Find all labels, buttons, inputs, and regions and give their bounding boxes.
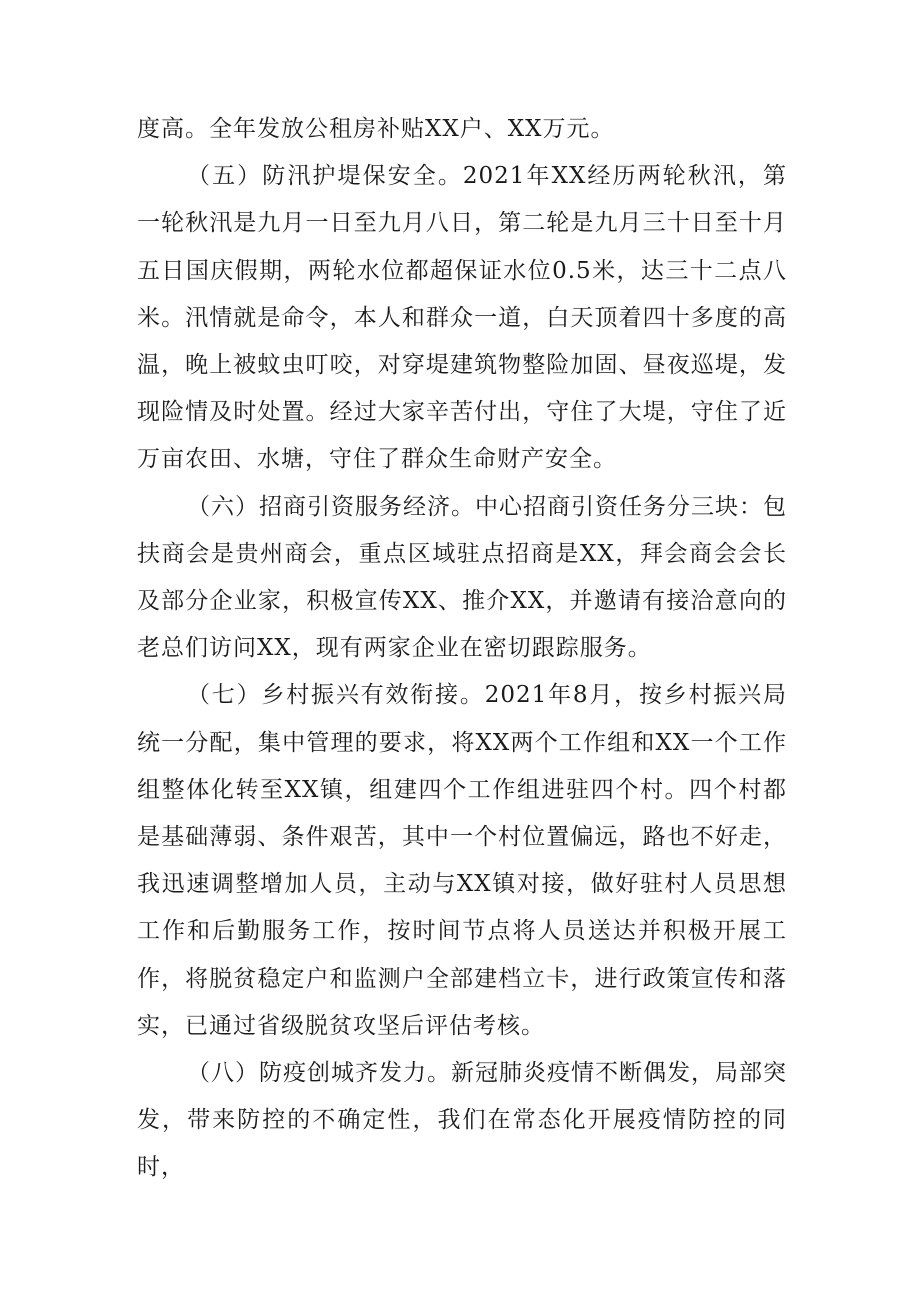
paragraph-epidemic-prevention: （八）防疫创城齐发力。新冠肺炎疫情不断偶发，局部突发，带来防控的不确定性，我们在常态化开展疫情防控的同时，: [137, 1060, 787, 1181]
paragraph-flood-control: （五）防汛护堤保安全。2021年XX经历两轮秋汛，第一轮秋汛是九月一日至九月八日，第二轮是九月三十日至十月五日国庆假期，两轮水位都超保证水位0.5米，达三十二点八米。汛情就是命令，本人和群众一道，白天顶着四十多度的高温，晚上被蚊虫叮咬，对穿堤建筑物整险加固、昼夜巡堤，发现险情及时处置。经过大家辛苦付出，守住了大堤，守住了近万亩农田、水塘，守住了群众生命财产安全。: [137, 163, 787, 473]
paragraph-rural-revitalization: （七）乡村振兴有效衔接。2021年8月，按乡村振兴局统一分配，集中管理的要求，将XX两个工作组和XX一个工作组整体化转至XX镇，组建四个工作组进驻四个村。四个村都是基础薄弱、条件艰苦，其中一个村位置偏远，路也不好走，我迅速调整增加人员，主动与XX镇对接，做好驻村人员思想工作和后勤服务工作，按时间节点将人员送达并积极开展工作，将脱贫稳定户和监测户全部建档立卡，进行政策宣传和落实，已通过省级脱贫攻坚后评估考核。: [137, 682, 787, 1039]
document-body: [137, 106, 787, 1192]
paragraph-continuation: 度高。全年发放公租房补贴XX户、XX万元。: [137, 116, 615, 142]
paragraph-investment: （六）招商引资服务经济。中心招商引资任务分三块：包扶商会是贵州商会，重点区域驻点招商是XX，拜会商会会长及部分企业家，积极宣传XX、推介XX，并邀请有接洽意向的老总们访问XX，现有两家企业在密切跟踪服务。: [137, 493, 787, 662]
